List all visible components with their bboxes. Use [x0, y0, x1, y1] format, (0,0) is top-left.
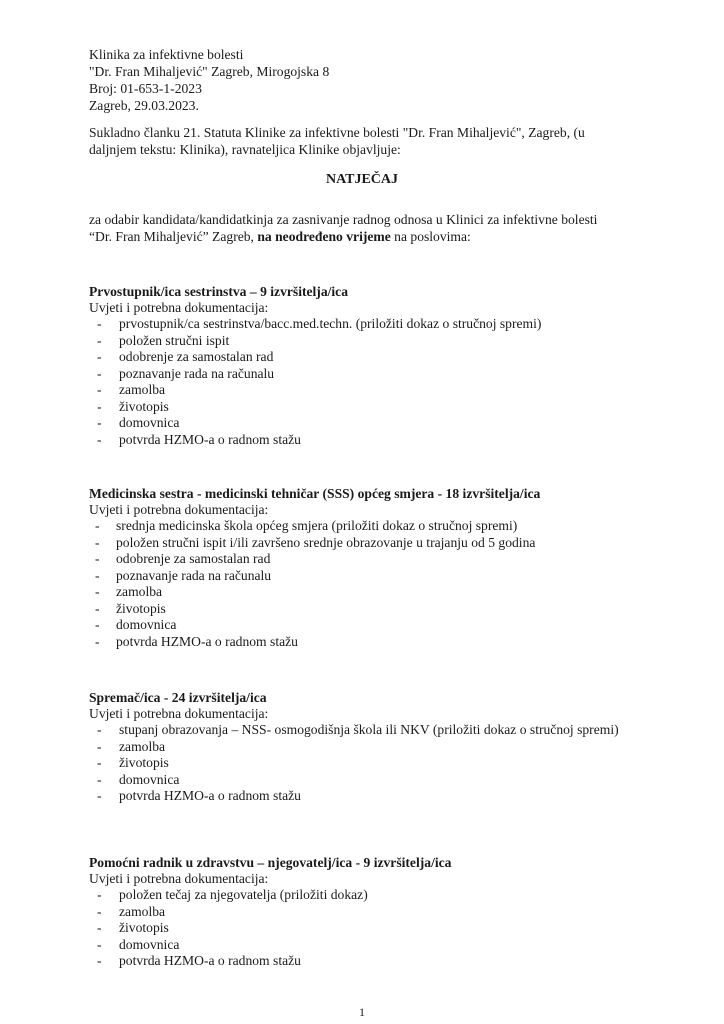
list-item: [89, 722, 619, 739]
bullet-dash: -: [95, 551, 100, 566]
bullet-dash: -: [97, 382, 102, 397]
bullet-dash: -: [97, 722, 102, 737]
purpose-end: na poslovima:: [394, 229, 471, 244]
list-item: [89, 415, 541, 432]
position-section: [89, 689, 619, 805]
requirement-text: domovnica: [116, 617, 177, 632]
requirements-list: [89, 887, 451, 970]
position-section: [89, 485, 540, 650]
list-item: [89, 617, 540, 634]
bullet-dash: -: [95, 534, 100, 550]
list-item: [89, 399, 541, 416]
purpose-line-2: [89, 229, 471, 245]
document-title: NATJEČAJ: [325, 172, 399, 187]
list-item: [89, 788, 619, 805]
list-item: [89, 904, 451, 921]
requirement-text: zamolba: [119, 903, 166, 919]
position-title: Pomoćni radnik u zdravstvu – njegovatelj/ica - 9 izvršitelja/ica: [89, 855, 452, 870]
requirement-text: domovnica: [119, 936, 180, 952]
position-title: Prvostupnik/ica sestrinstva – 9 izvršitelja/ica: [89, 284, 349, 299]
requirements-label: Uvjeti i potrebna dokumentacija:: [89, 300, 269, 315]
list-item: [89, 953, 451, 970]
requirement-text: zamolba: [119, 738, 166, 754]
requirement-text: poznavanje rada na računalu: [119, 365, 275, 381]
list-item: [89, 535, 540, 552]
page-number: 1: [359, 1005, 365, 1019]
intro-line-1: Sukladno članku 21. Statuta Klinike za infektivne bolesti "Dr. Fran Mihaljević", Zagreb, (u: [89, 125, 585, 140]
requirements-list: [89, 316, 541, 448]
requirement-text: potvrda HZMO-a o radnom stažu: [119, 788, 301, 803]
requirements-label: Uvjeti i potrebna dokumentacija:: [89, 706, 269, 721]
requirements-label: Uvjeti i potrebna dokumentacija:: [89, 502, 269, 517]
bullet-dash: -: [97, 771, 102, 787]
purpose-line-1: za odabir kandidata/kandidatkinja za zasnivanje radnog odnosa u Klinici za infektivne bolesti: [89, 212, 598, 227]
requirement-text: životopis: [119, 755, 169, 770]
list-item: [89, 584, 540, 601]
requirement-text: potvrda HZMO-a o radnom stažu: [119, 953, 301, 968]
list-item: [89, 739, 619, 756]
requirement-text: srednja medicinska škola općeg smjera (priložiti dokaz o stručnoj spremi): [116, 518, 518, 533]
bullet-dash: -: [97, 788, 102, 803]
list-item: [89, 316, 541, 333]
institution-address: "Dr. Fran Mihaljević" Zagreb, Mirogojska 8: [89, 64, 330, 79]
bullet-dash: -: [97, 398, 102, 414]
list-item: [89, 634, 540, 651]
bullet-dash: -: [97, 887, 102, 902]
bullet-dash: -: [97, 953, 102, 968]
position-title: Medicinska sestra - medicinski tehničar (SSS) općeg smjera - 18 izvršitelja/ica: [89, 486, 541, 501]
position-title: Spremač/ica - 24 izvršitelja/ica: [89, 690, 267, 705]
bullet-dash: -: [97, 365, 102, 381]
list-item: [89, 366, 541, 383]
reference-number: Broj: 01-653-1-2023: [89, 81, 202, 96]
list-item: [89, 349, 541, 366]
bullet-dash: -: [97, 431, 102, 447]
bullet-dash: -: [97, 738, 102, 754]
purpose-start: “Dr. Fran Mihaljević” Zagreb,: [89, 229, 254, 244]
bullet-dash: -: [95, 617, 100, 632]
bullet-dash: -: [97, 349, 102, 364]
bullet-dash: -: [97, 316, 102, 331]
requirement-text: potvrda HZMO-a o radnom stažu: [119, 431, 301, 447]
employment-type: na neodređeno vrijeme: [257, 229, 391, 244]
list-item: [89, 920, 451, 937]
requirement-text: zamolba: [119, 382, 166, 397]
bullet-dash: -: [97, 936, 102, 952]
requirement-text: životopis: [119, 920, 169, 935]
place-date: Zagreb, 29.03.2023.: [89, 98, 199, 113]
bullet-dash: -: [95, 584, 100, 599]
list-item: [89, 601, 540, 618]
requirement-text: položen stručni ispit i/ili završeno srednje obrazovanje u trajanju od 5 godina: [116, 534, 536, 550]
requirement-text: životopis: [119, 398, 169, 414]
bullet-dash: -: [97, 755, 102, 770]
list-item: [89, 772, 619, 789]
institution-name: Klinika za infektivne bolesti: [89, 47, 244, 62]
requirement-text: domovnica: [119, 771, 180, 787]
requirements-list: [89, 722, 619, 805]
requirement-text: odobrenje za samostalan rad: [119, 349, 274, 364]
requirement-text: prvostupnik/ca sestrinstva/bacc.med.techn. (priložiti dokaz o stručnoj spremi): [119, 316, 542, 331]
list-item: [89, 518, 540, 535]
list-item: [89, 551, 540, 568]
list-item: [89, 382, 541, 399]
requirement-text: životopis: [116, 600, 166, 616]
list-item: [89, 937, 451, 954]
bullet-dash: -: [97, 903, 102, 919]
list-item: [89, 887, 451, 904]
bullet-dash: -: [97, 920, 102, 935]
requirement-text: potvrda HZMO-a o radnom stažu: [116, 633, 298, 649]
requirements-label: Uvjeti i potrebna dokumentacija:: [89, 871, 269, 886]
bullet-dash: -: [95, 600, 100, 616]
requirement-text: poznavanje rada na računalu: [116, 567, 272, 583]
list-item: [89, 568, 540, 585]
requirement-text: položen tečaj za njegovatelja (priložiti dokaz): [119, 887, 368, 902]
bullet-dash: -: [95, 567, 100, 583]
requirement-text: zamolba: [116, 584, 163, 599]
requirement-text: položen stručni ispit: [119, 332, 230, 348]
bullet-dash: -: [97, 332, 102, 348]
list-item: [89, 333, 541, 350]
requirement-text: odobrenje za samostalan rad: [116, 551, 271, 566]
bullet-dash: -: [95, 518, 100, 533]
bullet-dash: -: [95, 633, 100, 649]
position-section: [89, 283, 541, 448]
intro-line-2: daljnjem tekstu: Klinika), ravnateljica Klinike objavljuje:: [89, 142, 401, 157]
requirements-list: [89, 518, 540, 650]
bullet-dash: -: [97, 415, 102, 430]
requirement-text: domovnica: [119, 415, 180, 430]
list-item: [89, 755, 619, 772]
requirement-text: stupanj obrazovanja – NSS- osmogodišnja škola ili NKV (priložiti dokaz o stručnoj spremi): [119, 722, 619, 737]
list-item: [89, 432, 541, 449]
position-section: [89, 854, 451, 970]
